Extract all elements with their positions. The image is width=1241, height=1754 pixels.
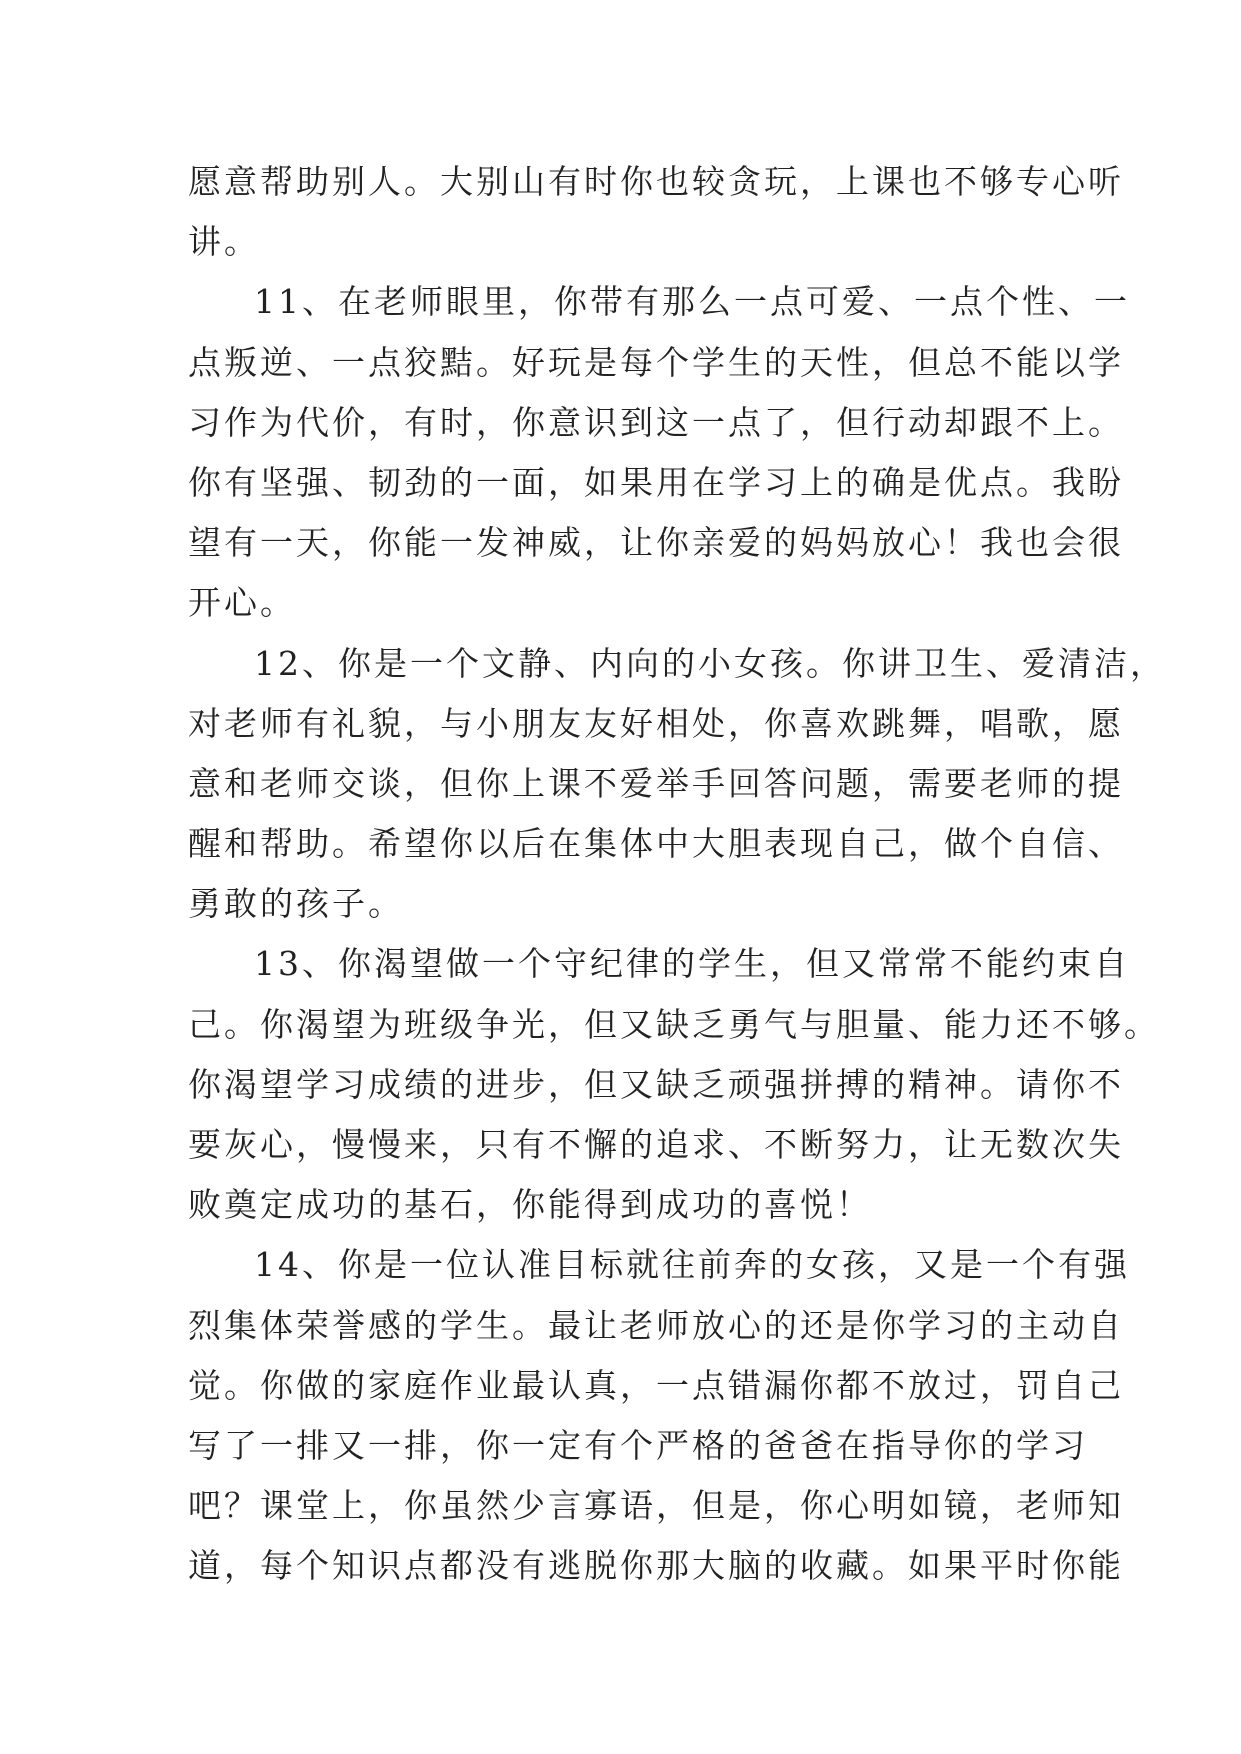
text-line: 点叛逆、一点狡黠。好玩是每个学生的天性，但总不能以学 bbox=[188, 342, 1124, 382]
text-line: 开心。 bbox=[188, 583, 296, 623]
text-line: 败奠定成功的基石，你能得到成功的喜悦！ bbox=[188, 1185, 872, 1225]
paragraph-first-line: 13、你渴望做一个守纪律的学生，但又常常不能约束自 bbox=[254, 944, 1130, 984]
text-line: 道，每个知识点都没有逃脱你那大脑的收藏。如果平时你能 bbox=[188, 1546, 1124, 1586]
text-line: 吧？课堂上，你虽然少言寡语，但是，你心明如镜，老师知 bbox=[188, 1486, 1124, 1526]
text-line: 对老师有礼貌，与小朋友友好相处，你喜欢跳舞，唱歌，愿 bbox=[188, 703, 1124, 743]
text-line: 讲。 bbox=[188, 222, 260, 262]
text-line: 写了一排又一排，你一定有个严格的爸爸在指导你的学习 bbox=[188, 1425, 1088, 1465]
text-line: 醒和帮助。希望你以后在集体中大胆表现自己，做个自信、 bbox=[188, 824, 1124, 864]
paragraph-first-line: 11、在老师眼里，你带有那么一点可爱、一点个性、一 bbox=[254, 282, 1130, 322]
text-line: 望有一天，你能一发神威，让你亲爱的妈妈放心！我也会很 bbox=[188, 523, 1124, 563]
document-body bbox=[188, 152, 1166, 1597]
text-line: 要灰心，慢慢来，只有不懈的追求、不断努力，让无数次失 bbox=[188, 1125, 1124, 1164]
text-line: 勇敢的孩子。 bbox=[188, 884, 404, 924]
text-line: 习作为代价，有时，你意识到这一点了，但行动却跟不上。 bbox=[188, 402, 1124, 442]
text-line: 你渴望学习成绩的进步，但又缺乏顽强拼搏的精神。请你不 bbox=[188, 1064, 1124, 1104]
text-line: 你有坚强、韧劲的一面，如果用在学习上的确是优点。我盼 bbox=[188, 462, 1124, 502]
text-line: 己。你渴望为班级争光，但又缺乏勇气与胆量、能力还不够。 bbox=[188, 1004, 1160, 1044]
text-line: 愿意帮助别人。大别山有时你也较贪玩，上课也不够专心听 bbox=[188, 162, 1124, 201]
paragraph-first-line: 14、你是一位认准目标就往前奔的女孩，又是一个有强 bbox=[254, 1245, 1130, 1285]
paragraph-first-line: 12、你是一个文静、内向的小女孩。你讲卫生、爱清洁， bbox=[254, 643, 1166, 683]
text-line: 烈集体荣誉感的学生。最让老师放心的还是你学习的主动自 bbox=[188, 1305, 1124, 1345]
text-line: 觉。你做的家庭作业最认真，一点错漏你都不放过，罚自己 bbox=[188, 1365, 1124, 1405]
text-line: 意和老师交谈，但你上课不爱举手回答问题，需要老师的提 bbox=[188, 763, 1124, 803]
